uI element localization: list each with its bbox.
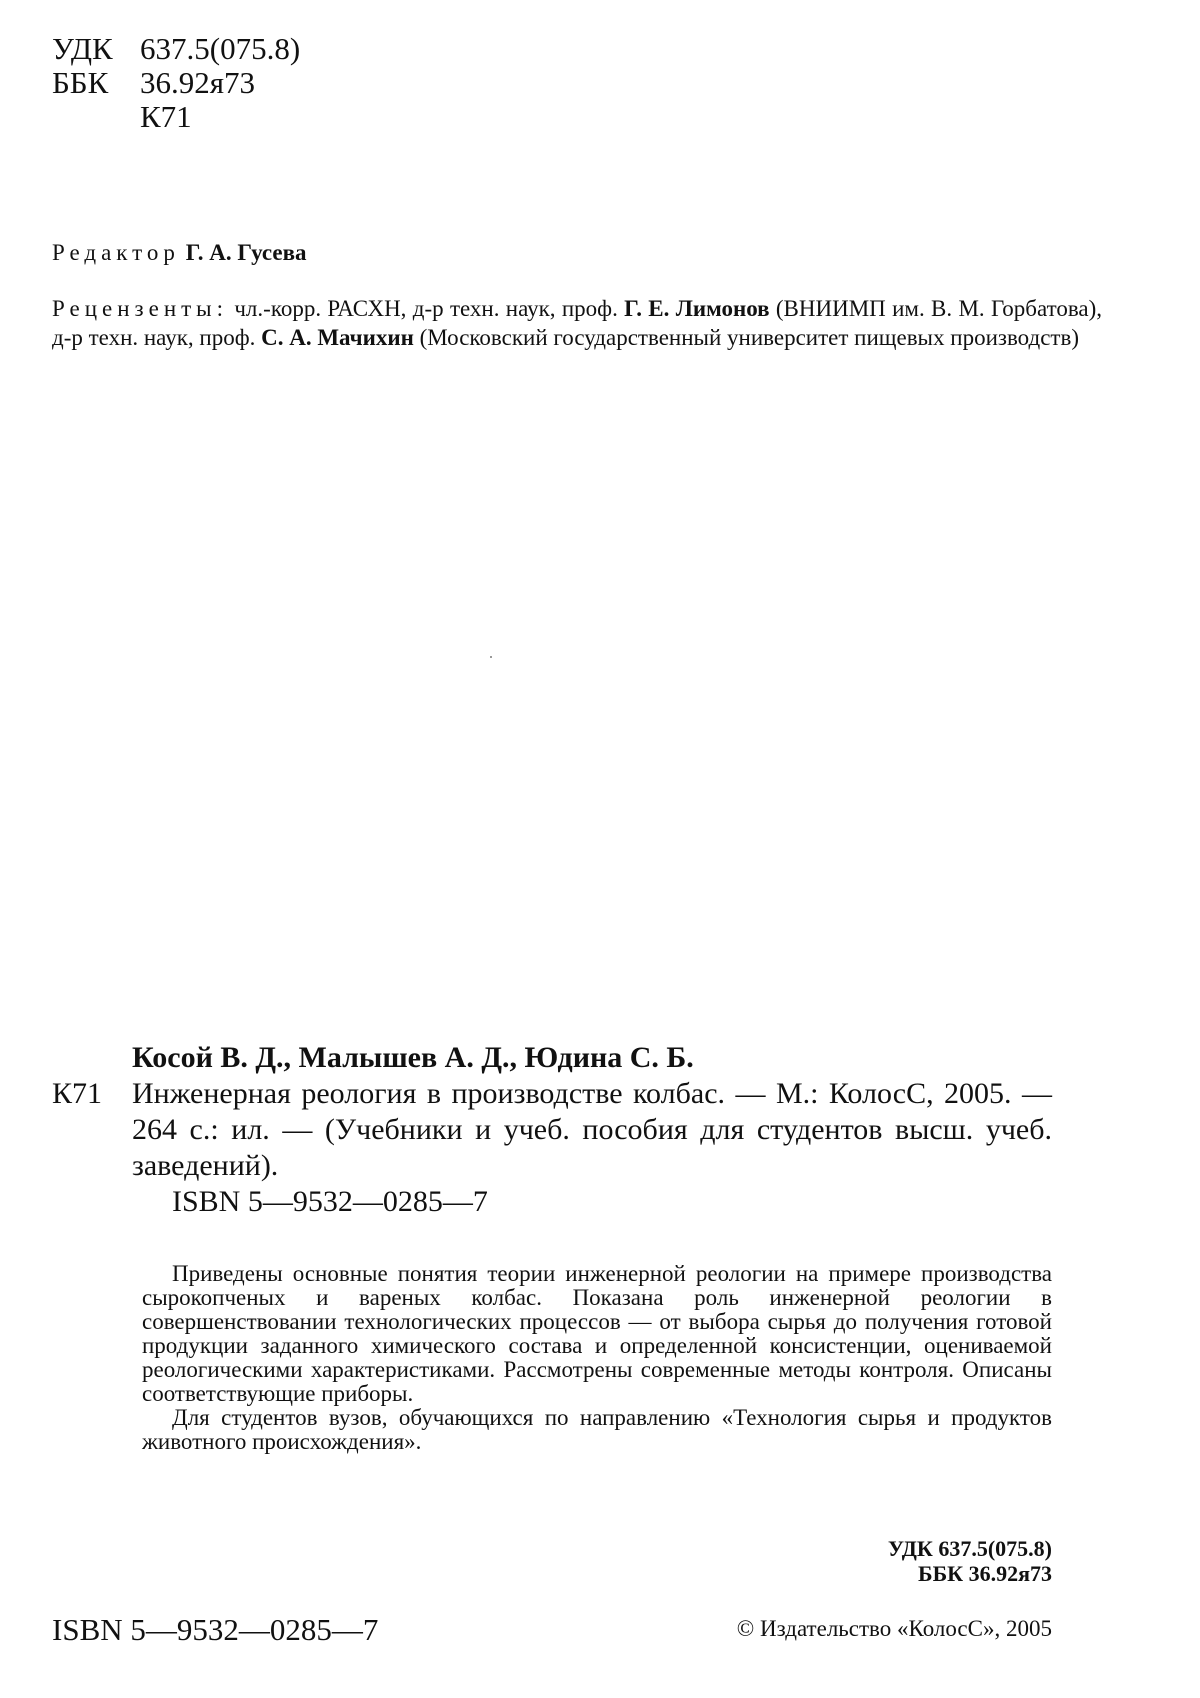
scan-speck [490, 656, 492, 658]
bbk-label: ББК [52, 65, 109, 100]
annotation-paragraph-1: Приведены основные понятия теории инженерной реологии на примере производства сырокопченых и вареных колбас. Показана роль инженерной реологии в совершенствовании технологических процессов — от выбора сырья до получения готовой продукции заданного химического состава и определенной консистенции, оцениваемой реологическими характеристиками. Рассмотрены современные методы контроля. Описаны соответствующие приборы. [142, 1261, 1052, 1406]
reviewer-name-1: Г. Е. Лимонов [624, 296, 770, 321]
editor-label: Редактор [52, 240, 180, 265]
reviewers-label: Рецензенты: [52, 296, 229, 321]
bbk-row [52, 66, 300, 100]
udk-label: УДК [52, 31, 113, 66]
reviewers-text-2: (ВНИИМП им. В. М. Горбатова), д-р техн. наук, проф. [52, 296, 1103, 350]
udk-row [52, 32, 300, 66]
reviewers-block [52, 294, 1102, 352]
bibliographic-isbn: ISBN 5—9532—0285—7 [172, 1185, 488, 1218]
classification-codes [52, 32, 300, 134]
bibliographic-entry [52, 1076, 1052, 1184]
reviewers-text-1: чл.-корр. РАСХН, д-р техн. наук, проф. [234, 296, 618, 321]
bbk-value: 36.92я73 [140, 65, 256, 100]
bbk-right: ББК 36.92я73 [918, 1561, 1052, 1586]
udk-value: 637.5(075.8) [140, 31, 301, 66]
bibliographic-description: Инженерная реология в производстве колбас. — М.: КолосС, 2005. — 264 с.: ил. — (Учебники и учеб. пособия для студентов высш. учеб. заведений). [132, 1077, 1052, 1182]
udk-right: УДК 637.5(075.8) [887, 1536, 1052, 1561]
author-sign: К71 [140, 99, 192, 134]
copyright-notice: © Издательство «КолосС», 2005 [736, 1616, 1052, 1641]
isbn-footer: ISBN 5—9532—0285—7 [52, 1612, 379, 1647]
authors-line: Косой В. Д., Малышев А. Д., Юдина С. Б. [132, 1041, 694, 1074]
editor-name: Г. А. Гусева [185, 240, 307, 265]
bibliographic-record [52, 1040, 1052, 1220]
reviewers-text-3: (Московский государственный университет пищевых производств) [419, 325, 1079, 350]
editor-line [52, 240, 307, 266]
classification-codes-right [888, 1536, 1052, 1586]
annotation [142, 1262, 1052, 1454]
annotation-paragraph-2: Для студентов вузов, обучающихся по направлению «Технология сырья и продуктов животного происхождения». [142, 1405, 1052, 1454]
author-sign-code: К71 [52, 1077, 103, 1110]
reviewer-name-2: С. А. Мачихин [261, 325, 414, 350]
